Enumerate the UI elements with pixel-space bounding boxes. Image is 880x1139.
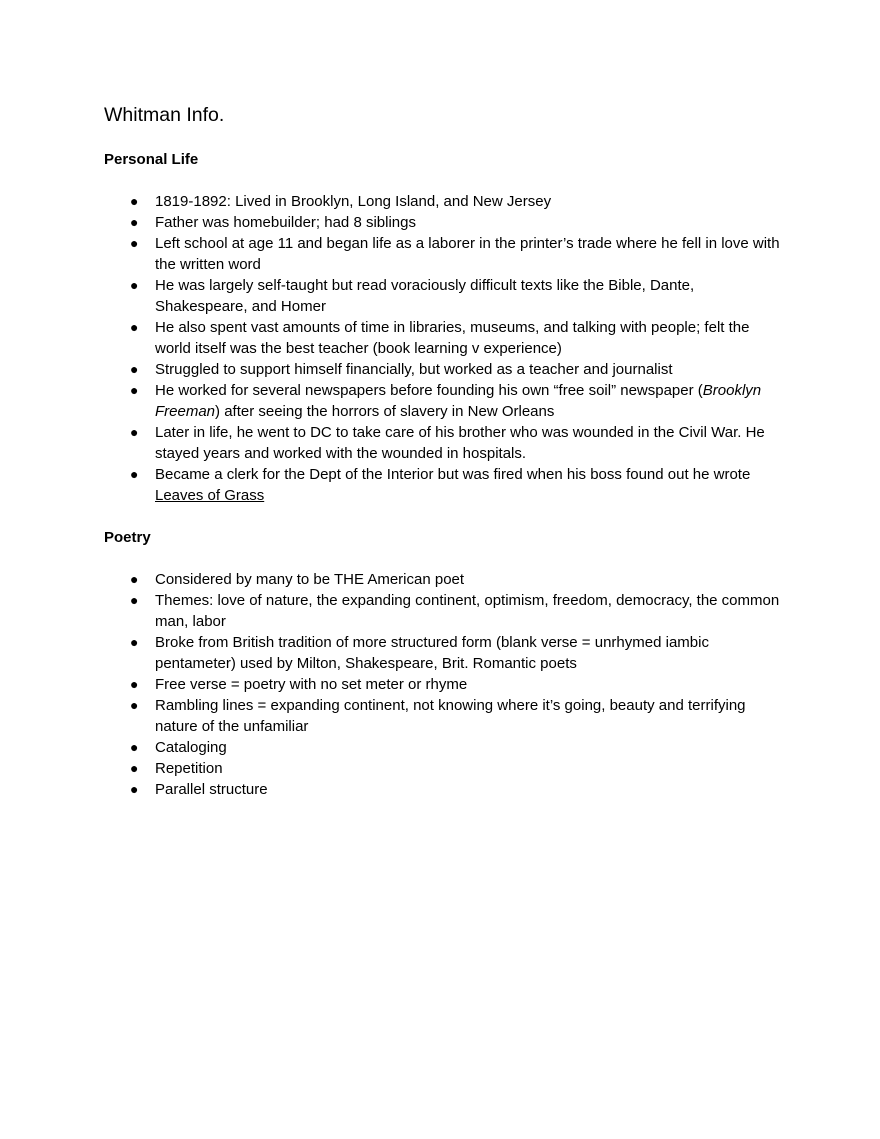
list-item-text: Themes: love of nature, the expanding continent, optimism, freedom, democracy, the common man, labor bbox=[155, 592, 780, 630]
list-item bbox=[104, 191, 784, 212]
section-heading-personal-life: Personal Life bbox=[104, 151, 199, 168]
poetry-list bbox=[104, 569, 784, 800]
bullet-icon: ● bbox=[130, 319, 139, 335]
bullet-icon: ● bbox=[130, 697, 139, 713]
list-item-text: Became a clerk for the Dept of the Interior but was fired when his boss found out he wrote bbox=[155, 466, 751, 483]
bullet-icon: ● bbox=[130, 739, 139, 755]
bullet-icon: ● bbox=[130, 214, 139, 230]
list-item-text: Repetition bbox=[155, 760, 223, 777]
list-item bbox=[104, 359, 784, 380]
bullet-icon: ● bbox=[130, 466, 139, 482]
bullet-icon: ● bbox=[130, 277, 139, 293]
personal-life-list bbox=[104, 191, 784, 506]
list-item bbox=[104, 695, 784, 737]
bullet-icon: ● bbox=[130, 592, 139, 608]
list-item-text: Later in life, he went to DC to take care of his brother who was wounded in the Civil War. He stayed years and worked with the wounded in hospitals. bbox=[155, 424, 765, 462]
list-item bbox=[104, 674, 784, 695]
bullet-icon: ● bbox=[130, 193, 139, 209]
list-item-text: Considered by many to be THE American poet bbox=[155, 571, 465, 588]
list-item bbox=[104, 317, 784, 359]
bullet-icon: ● bbox=[130, 676, 139, 692]
list-item-text: Father was homebuilder; had 8 siblings bbox=[155, 214, 416, 231]
list-item bbox=[104, 758, 784, 779]
list-item-text: Left school at age 11 and began life as a laborer in the printer’s trade where he fell in love with the written word bbox=[155, 235, 780, 273]
bullet-icon: ● bbox=[130, 760, 139, 776]
list-item-text: Rambling lines = expanding continent, not knowing where it’s going, beauty and terrifying nature of the unfamiliar bbox=[155, 697, 746, 735]
list-item-text: Free verse = poetry with no set meter or rhyme bbox=[155, 676, 468, 693]
list-item-text: Broke from British tradition of more structured form (blank verse = unrhymed iambic pentameter) used by Milton, Shakespeare, Brit. Romantic poets bbox=[155, 634, 709, 672]
section-heading-poetry: Poetry bbox=[104, 529, 151, 546]
list-item bbox=[104, 275, 784, 317]
list-item bbox=[104, 779, 784, 800]
list-item bbox=[104, 422, 784, 464]
bullet-icon: ● bbox=[130, 235, 139, 251]
list-item bbox=[104, 464, 784, 506]
list-item-text: Parallel structure bbox=[155, 781, 268, 798]
bullet-icon: ● bbox=[130, 781, 139, 797]
list-item bbox=[104, 737, 784, 758]
list-item-text: He worked for several newspapers before founding his own “free soil” newspaper ( bbox=[155, 382, 703, 399]
list-item-text: 1819-1892: Lived in Brooklyn, Long Island, and New Jersey bbox=[155, 193, 552, 210]
bullet-icon: ● bbox=[130, 634, 139, 650]
list-item-text-continued: ) after seeing the horrors of slavery in New Orleans bbox=[215, 403, 555, 420]
list-item-text: He also spent vast amounts of time in libraries, museums, and talking with people; felt the world itself was the best teacher (book learning v experience) bbox=[155, 319, 750, 357]
document-page bbox=[104, 101, 784, 800]
bullet-icon: ● bbox=[130, 571, 139, 587]
list-item bbox=[104, 632, 784, 674]
newspaper-title: Brooklyn Freeman bbox=[155, 382, 762, 420]
list-item bbox=[104, 212, 784, 233]
list-item bbox=[104, 233, 784, 275]
list-item bbox=[104, 569, 784, 590]
bullet-icon: ● bbox=[130, 424, 139, 440]
document-title: Whitman Info. bbox=[104, 104, 225, 126]
book-title-leaves-of-grass: Leaves of Grass bbox=[155, 487, 265, 504]
list-item bbox=[104, 590, 784, 632]
bullet-icon: ● bbox=[130, 361, 139, 377]
list-item bbox=[104, 380, 784, 422]
list-item-text: He was largely self-taught but read voraciously difficult texts like the Bible, Dante, Shakespeare, and Homer bbox=[155, 277, 695, 315]
list-item-text: Cataloging bbox=[155, 739, 227, 756]
list-item-text: Struggled to support himself financially, but worked as a teacher and journalist bbox=[155, 361, 673, 378]
bullet-icon: ● bbox=[130, 382, 139, 398]
